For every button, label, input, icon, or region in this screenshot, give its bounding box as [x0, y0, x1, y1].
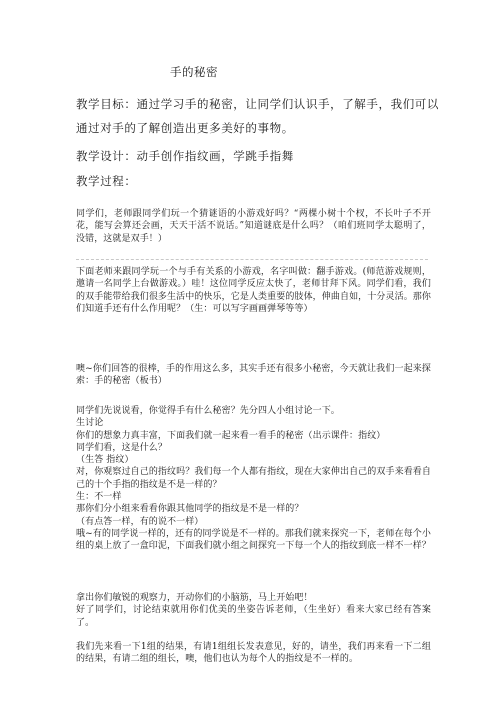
paragraph-results: [76, 641, 431, 666]
text-line: 好了同学们，讨论结束就用你们优美的坐姿告诉老师，（生坐好）看来大家已经有答案了。: [76, 605, 431, 628]
objective-line-2: 通过对手的了解创造出更多美好的事物。: [76, 121, 294, 135]
paragraph-explore: [76, 363, 431, 388]
text-line: 生讨论: [76, 418, 104, 429]
paragraph-riddle: [76, 208, 431, 245]
paragraph-text: 噢~你们回答的很棒，手的作用这么多，其实手还有很多小秘密，今天就让我们一起来探索：手的秘密（板书）: [76, 364, 431, 387]
teaching-process-heading: 教学过程：: [76, 174, 137, 188]
paragraph-text: 我们先来看一下1组的结果，有请1组组长发表意见，好的，请坐，我们再来看一下二组的结果，有请二组的组长，噢，他们也认为每个人的指纹是不一样的。: [76, 642, 431, 665]
text-line: （有点答一样，有的说不一样）: [76, 516, 204, 527]
text-line: 哦~有的同学说一样的，还有的同学说是不一样的。那我们就来探究一下，老师在每个小组的桌上放了一盒印泥，下面我们就小组之间探究一下每一个人的指纹到底一样不一样？: [76, 528, 431, 552]
text-line: 对，你观察过自己的指纹吗？我们每一个人都有指纹，现在大家伸出自己的双手来看看自己的十个手指的指纹是不是一样的？: [76, 467, 431, 490]
teaching-design: 教学设计：动手创作指纹画，学跳手指舞: [76, 149, 294, 163]
text-line: 拿出你们敏锐的观察力，开动你们的小脑筋，马上开始吧！: [76, 593, 313, 603]
text-line: 生：不一样: [76, 492, 122, 503]
text-line: （生答 指纹）: [76, 455, 134, 466]
text-line: 你们的想象力真丰富，下面我们就一起来看一看手的秘密（出示课件：指纹）: [76, 430, 386, 441]
observation-lines: [76, 592, 431, 629]
text-line: 同学们看，这是什么？: [76, 442, 168, 453]
lesson-title: 手的秘密: [170, 65, 218, 79]
paragraph-text: 下面老师来跟同学玩一个与手有关系的小游戏，名字叫做：翻手游戏。(师范游戏规则，邀请一名同学上台做游戏。）哇！这位同学反应太快了，老师甘拜下风。同学们看，我们的双手能带给我们很多生活中的快乐，它是人类重要的肢体，伸曲自如，十分灵活。那你们知道手还有什么作用呢？（生：可以写字画画弹琴等等）: [76, 267, 431, 314]
discussion-lines: [76, 405, 431, 553]
objective-line-1: 教学目标：通过学习手的秘密，让同学们认识手，了解手，我们可以: [76, 97, 439, 111]
paragraph-game: [76, 266, 431, 315]
text-line: 同学们先说说看，你觉得手有什么秘密？先分四人小组讨论一下。: [76, 406, 340, 416]
paragraph-text: 同学们，老师跟同学们玩一个猜谜语的小游戏好吗？“两棵小树十个杈，不长叶子不开花，能写会算还会画，天天干活不说话。”知道谜底是什么吗？（咱们班同学太聪明了，没错，这就是双手！）: [76, 209, 431, 244]
dashed-divider: [76, 259, 428, 260]
text-line: 那你们分小组来看看你跟其他同学的指纹是不是一样的？: [76, 504, 304, 515]
